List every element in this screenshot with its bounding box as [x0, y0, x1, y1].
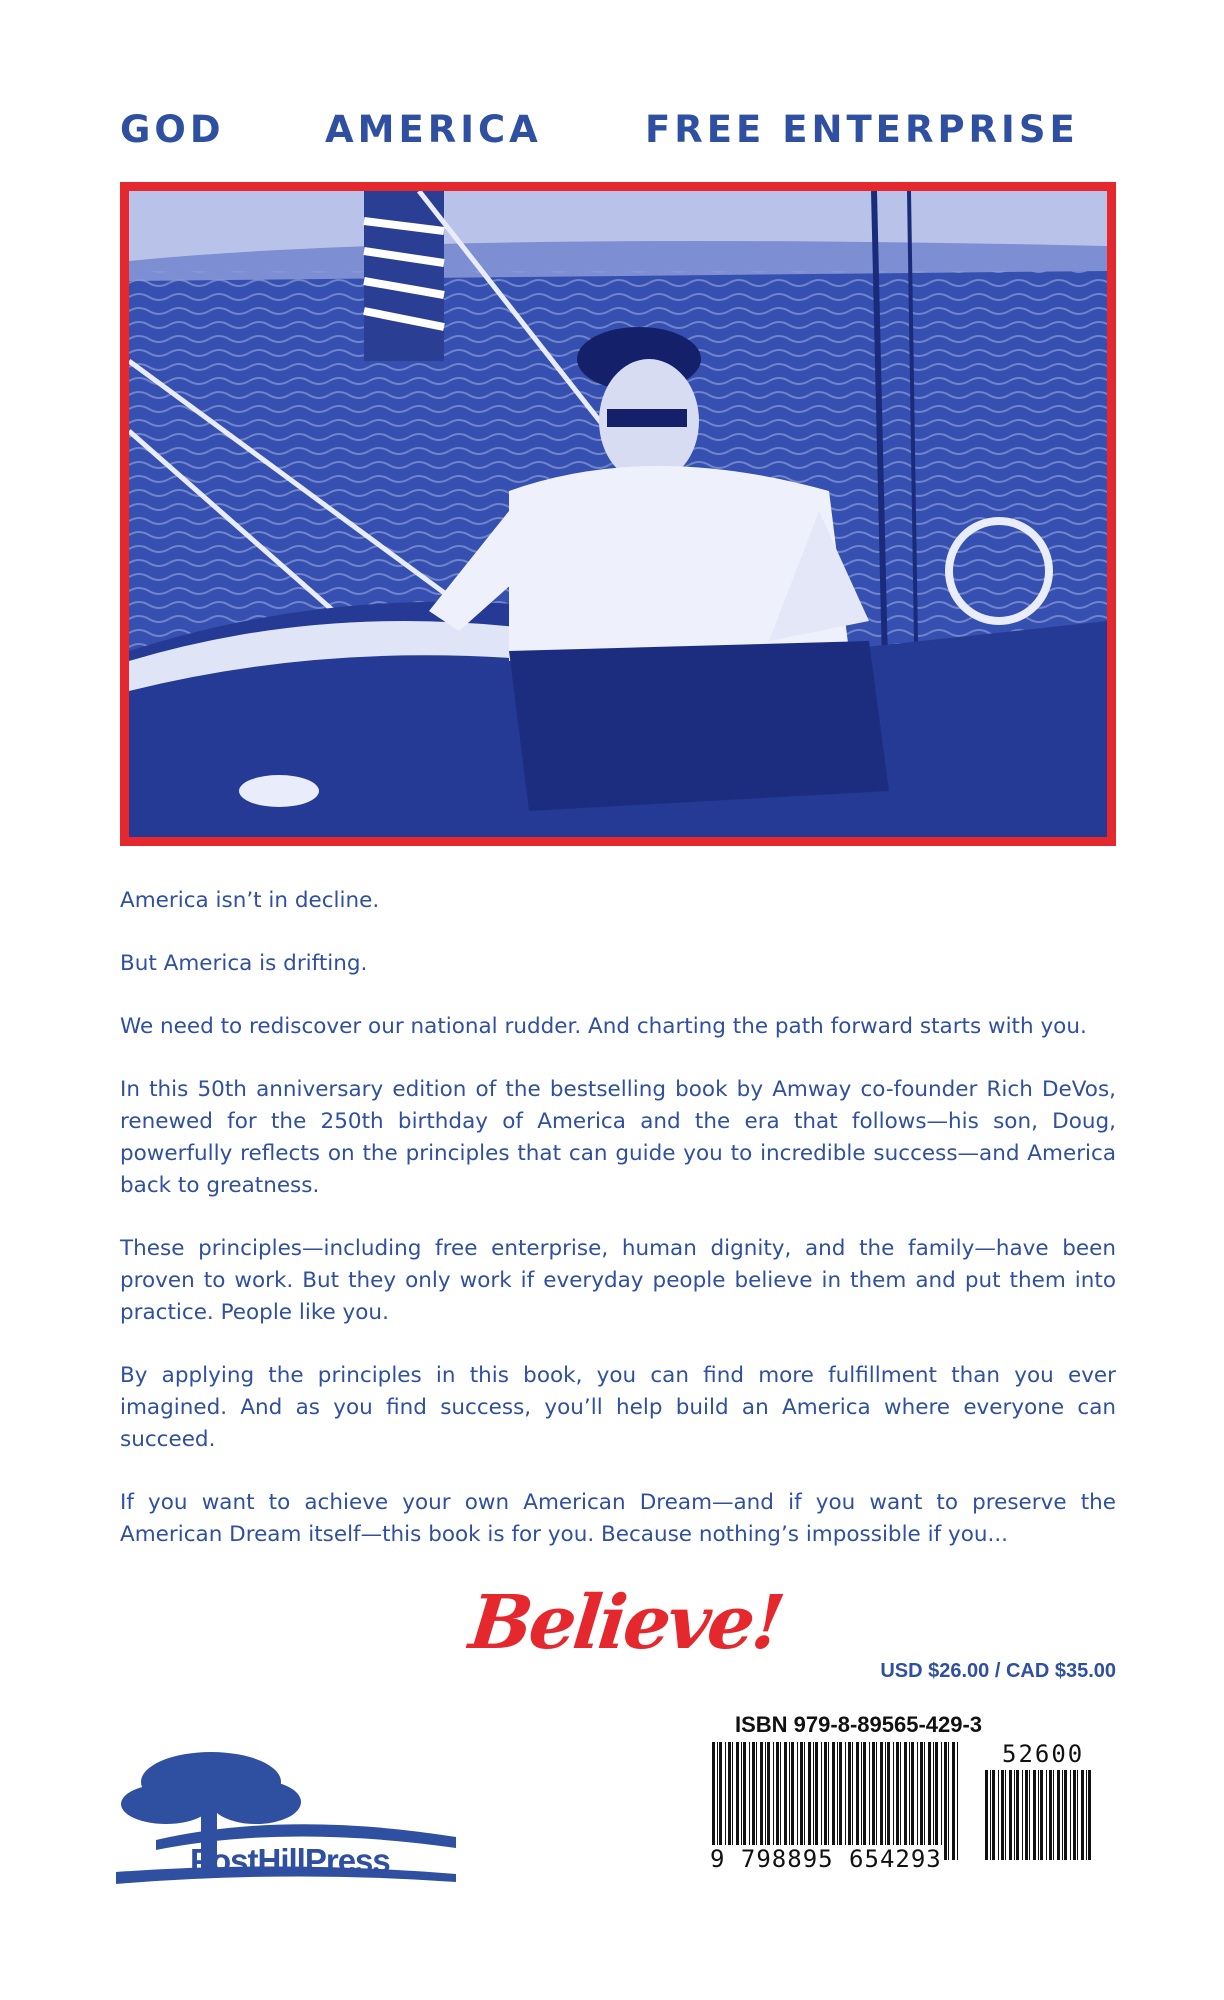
price-barcode-bar	[1077, 1770, 1078, 1860]
barcode-bar	[712, 1742, 715, 1860]
paragraph-5: These principles—including free enterprise, human dignity, and the family—have been proven to work. But they only work if everyday people believe in them and put them into practice. People like you.	[120, 1236, 1116, 1325]
barcode-bar	[797, 1742, 798, 1860]
barcode-bar	[861, 1742, 862, 1860]
price-barcode-bar	[1001, 1770, 1004, 1860]
paragraph-7: If you want to achieve your own American Dream—and if you want to preserve the American Dream itself—this book is for you. Because nothing’s impossible if you...	[120, 1490, 1116, 1547]
barcode-bar	[952, 1742, 955, 1860]
barcode-bar	[736, 1742, 739, 1860]
price-barcode-bar	[1025, 1770, 1028, 1860]
barcode-bar	[780, 1742, 781, 1860]
barcode-bar	[789, 1742, 790, 1860]
barcode-bar	[728, 1742, 731, 1860]
price-barcode-bar	[1073, 1770, 1076, 1860]
barcode-bar	[773, 1742, 774, 1860]
barcode-bar	[791, 1742, 794, 1860]
believe-title-logo: Believe!	[465, 1580, 787, 1666]
price-barcode-bar	[1062, 1770, 1063, 1860]
price-barcode-bar	[1046, 1770, 1047, 1860]
price-barcode-bar	[1086, 1770, 1087, 1860]
price-barcode-bar	[985, 1770, 988, 1860]
price-code: 52600	[1002, 1740, 1085, 1768]
barcode-bar	[928, 1742, 931, 1860]
tagline-america: AMERICA	[325, 108, 542, 151]
isbn-barcode	[712, 1742, 958, 1860]
barcode-bar	[821, 1742, 822, 1860]
barcode-bar	[869, 1742, 870, 1860]
barcode-bar	[808, 1742, 811, 1860]
barcode-bar	[848, 1742, 851, 1860]
price-barcode-bar	[1033, 1770, 1036, 1860]
price-barcode-bar	[1088, 1770, 1091, 1860]
barcode-bar	[776, 1742, 779, 1860]
price-barcode-bar	[1064, 1770, 1067, 1860]
barcode-bar	[765, 1742, 766, 1860]
barcode-bar	[924, 1742, 925, 1860]
barcode-bar	[741, 1742, 742, 1860]
price-barcode-bar	[1049, 1770, 1052, 1860]
barcode-bar	[839, 1742, 842, 1860]
barcode-bar	[732, 1742, 733, 1860]
barcode-bar	[743, 1742, 746, 1860]
barcode-bar	[725, 1742, 726, 1860]
barcode-bar	[885, 1742, 886, 1860]
tagline-god: GOD	[120, 108, 225, 151]
barcode-bar	[911, 1742, 914, 1860]
paragraph-6: By applying the principles in this book, you can find more fulfillment than you ever imagined. And as you find success, you’ll help build an America where everyone can succeed.	[120, 1363, 1116, 1452]
barcode-bar	[863, 1742, 866, 1860]
paragraph-2: But America is drifting.	[120, 951, 368, 976]
barcode-bar	[909, 1742, 910, 1860]
barcode-bar	[900, 1742, 901, 1860]
barcode-bar	[717, 1742, 718, 1860]
price-barcode-bar	[1009, 1770, 1012, 1860]
barcode-bar	[920, 1742, 923, 1860]
price-barcode-bar	[1005, 1770, 1006, 1860]
barcode-bar	[917, 1742, 918, 1860]
price-barcode-bar	[1081, 1770, 1084, 1860]
barcode-bar	[752, 1742, 755, 1860]
price-barcode-bar	[992, 1770, 995, 1860]
barcode-bar	[813, 1742, 814, 1860]
cover-photo	[120, 182, 1116, 846]
price-barcode-bar	[1070, 1770, 1071, 1860]
paragraph-1: America isn’t in decline.	[120, 888, 380, 913]
price-barcode	[985, 1770, 1093, 1860]
tagline-free-enterprise: FREE ENTERPRISE	[645, 108, 1079, 151]
barcode-bar	[872, 1742, 875, 1860]
barcode-bar	[767, 1742, 770, 1860]
barcode-bar	[933, 1742, 934, 1860]
price-barcode-bar	[1038, 1770, 1039, 1860]
barcode-bar	[887, 1742, 890, 1860]
isbn-label: ISBN 979-8-89565-429-3	[735, 1712, 983, 1737]
barcode-bar	[756, 1742, 757, 1860]
price-barcode-bar	[998, 1770, 999, 1860]
barcode-bar	[948, 1742, 949, 1860]
price-barcode-bar	[1040, 1770, 1043, 1860]
barcode-bar	[880, 1742, 883, 1860]
barcode-bar	[719, 1742, 722, 1860]
price-barcode-bar	[1022, 1770, 1023, 1860]
paragraph-3: We need to rediscover our national rudder. And charting the path forward starts with you.	[120, 1014, 1087, 1039]
barcode-bar	[845, 1742, 846, 1860]
barcode-bar	[904, 1742, 907, 1860]
barcode-bar	[893, 1742, 894, 1860]
price-barcode-bar	[1029, 1770, 1030, 1860]
price-barcode-bar	[1014, 1770, 1015, 1860]
barcode-bar	[824, 1742, 827, 1860]
price-barcode-bar	[1057, 1770, 1060, 1860]
barcode-bar	[852, 1742, 853, 1860]
publisher-name: PostHillPress	[190, 1842, 390, 1879]
price-barcode-bar	[990, 1770, 991, 1860]
sailing-photo-image	[129, 191, 1107, 837]
barcode-bar	[749, 1742, 750, 1860]
barcode-bar	[832, 1742, 835, 1860]
barcode-bar	[828, 1742, 829, 1860]
barcode-bar	[876, 1742, 877, 1860]
barcode-bar	[944, 1742, 947, 1860]
barcode-bar	[896, 1742, 899, 1860]
barcode-bar	[760, 1742, 763, 1860]
price-barcode-bar	[1016, 1770, 1019, 1860]
barcode-bar	[804, 1742, 805, 1860]
flag-icon	[364, 191, 444, 361]
back-cover-description	[120, 885, 1116, 1582]
paragraph-4: In this 50th anniversary edition of the bestselling book by Amway co-founder Rich DeVos, renewed for the 250th birthday of America and the era that follows—his son, Doug, powerfully reflects on the principles that can guide you to incredible success—and America back to greatness.	[120, 1077, 1116, 1198]
barcode-bar	[941, 1742, 942, 1860]
barcode-bar	[856, 1742, 859, 1860]
barcode-bar	[957, 1742, 958, 1860]
price-barcode-bar	[1053, 1770, 1054, 1860]
barcode-bar	[935, 1742, 938, 1860]
barcode-digits: 9 798895 654293	[710, 1845, 942, 1873]
barcode-bar	[815, 1742, 818, 1860]
barcode-bar	[837, 1742, 838, 1860]
barcode-bar	[784, 1742, 787, 1860]
barcode-bar	[800, 1742, 803, 1860]
price-label: USD $26.00 / CAD $35.00	[880, 1660, 1116, 1682]
